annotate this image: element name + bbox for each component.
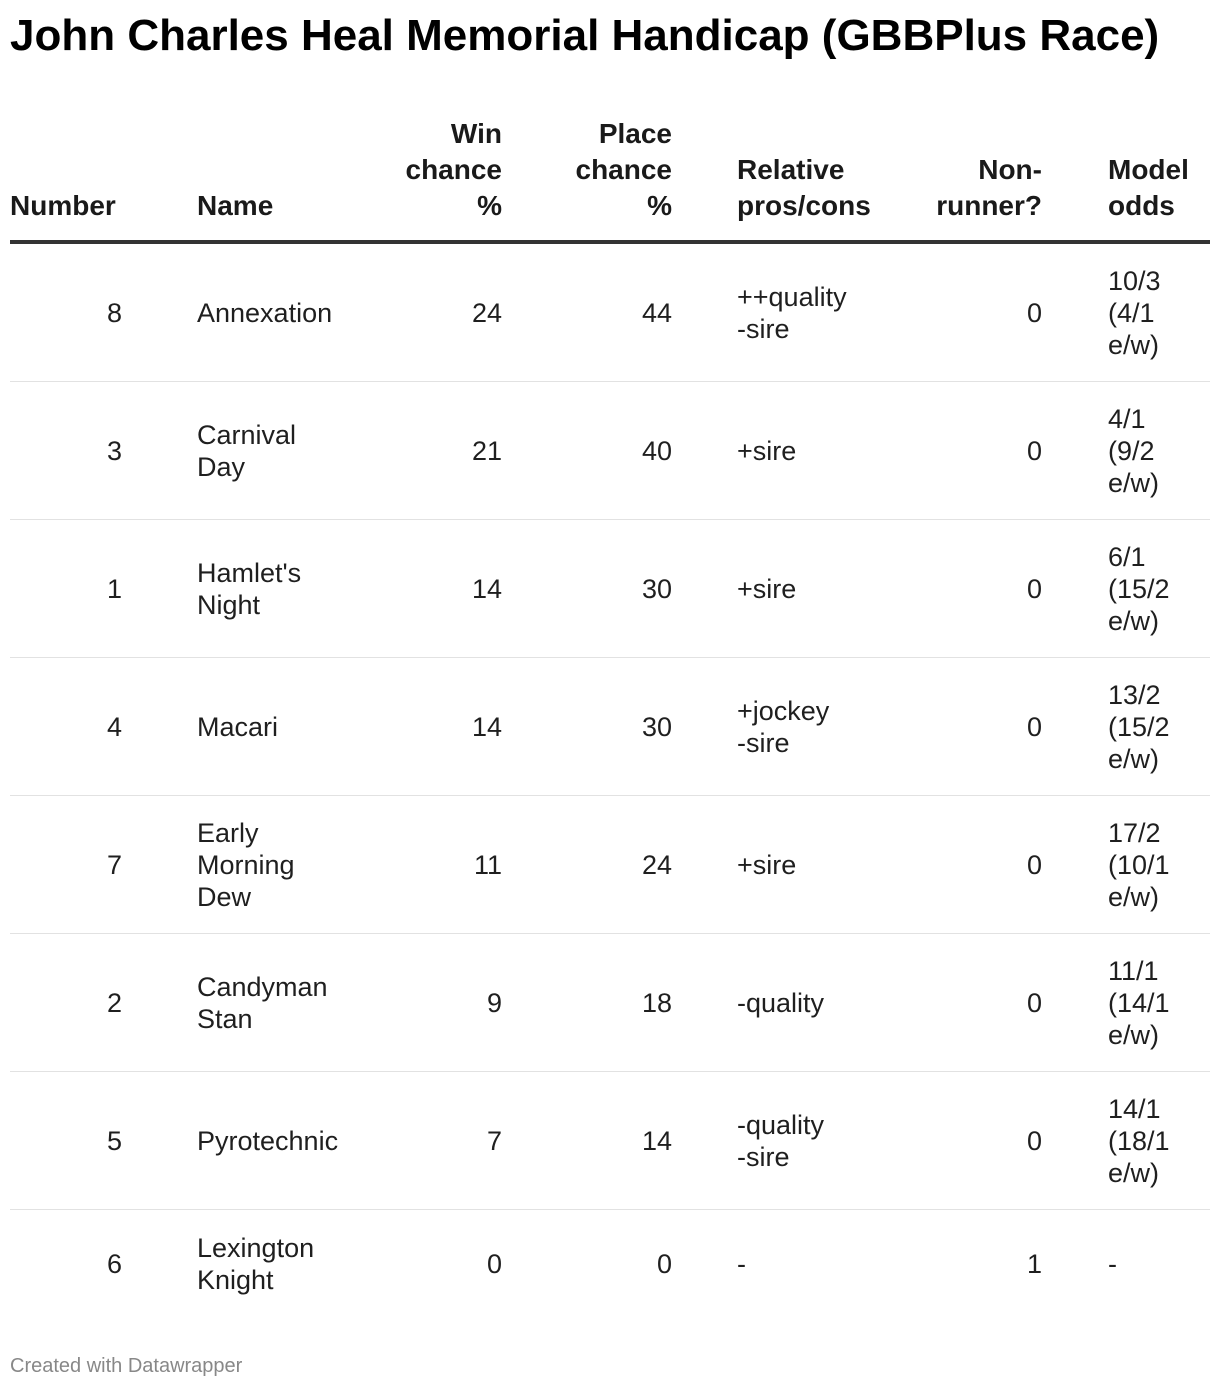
- cell-place-chance: 30: [502, 520, 672, 658]
- column-header-win-chance[interactable]: Win chance %: [346, 112, 502, 242]
- cell-place-chance: 14: [502, 1072, 672, 1210]
- cell-win-chance: 21: [346, 382, 502, 520]
- column-header-pros-cons[interactable]: Relative pros/cons: [672, 112, 902, 242]
- header-row: [10, 112, 1210, 242]
- table-title: John Charles Heal Memorial Handicap (GBBPlus Race): [10, 11, 1160, 60]
- cell-name: Lexington Knight: [197, 1233, 315, 1295]
- cell-win-chance: 7: [346, 1072, 502, 1210]
- cell-number: 1: [10, 520, 186, 658]
- cell-win-chance: 14: [346, 520, 502, 658]
- cell-number: 3: [10, 382, 186, 520]
- cell-name: Annexation: [186, 242, 346, 382]
- table-header: [10, 112, 1210, 242]
- cell-model-odds: 11/1 (14/1 e/w): [1042, 934, 1210, 1072]
- cell-place-chance: 18: [502, 934, 672, 1072]
- datawrapper-credit[interactable]: Created with Datawrapper: [10, 1355, 243, 1377]
- column-header-non-runner[interactable]: Non- runner?: [902, 112, 1042, 242]
- column-header-name[interactable]: Name: [186, 112, 346, 242]
- table-row: [10, 242, 1210, 382]
- cell-win-chance: 24: [346, 242, 502, 382]
- cell-name: Hamlet's Night: [186, 520, 346, 658]
- table-row: [10, 796, 1210, 934]
- cell-pros-cons: -quality: [672, 934, 902, 1072]
- cell-model-odds: 4/1 (9/2 e/w): [1042, 382, 1210, 520]
- cell-number: 5: [10, 1072, 186, 1210]
- table-row: [10, 1072, 1210, 1210]
- table-body: [10, 242, 1210, 1318]
- column-header-model-odds[interactable]: Model odds: [1042, 112, 1210, 242]
- cell-name: Macari: [186, 658, 346, 796]
- cell-name: Early Morning Dew: [186, 796, 346, 934]
- cell-win-chance: 14: [346, 658, 502, 796]
- cell-non-runner: 0: [902, 242, 1042, 382]
- cell-pros-cons: +sire: [672, 520, 902, 658]
- cell-win-chance: 0: [486, 1249, 502, 1279]
- race-table: [10, 112, 1210, 1318]
- cell-pros-cons: ++quality -sire: [672, 242, 902, 382]
- column-header-number[interactable]: Number: [10, 112, 186, 242]
- table-row: [10, 520, 1210, 658]
- cell-non-runner: 0: [902, 796, 1042, 934]
- cell-non-runner: 0: [902, 382, 1042, 520]
- cell-non-runner: 0: [902, 934, 1042, 1072]
- cell-model-odds: 10/3 (4/1 e/w): [1042, 242, 1210, 382]
- cell-name: Pyrotechnic: [186, 1072, 346, 1210]
- cell-number: 4: [10, 658, 186, 796]
- cell-number: 8: [10, 242, 186, 382]
- cell-place-chance: 0: [656, 1249, 672, 1279]
- cell-pros-cons: +jockey -sire: [672, 658, 902, 796]
- column-header-place-chance[interactable]: Place chance %: [502, 112, 672, 242]
- cell-place-chance: 44: [502, 242, 672, 382]
- cell-pros-cons: +sire: [672, 796, 902, 934]
- cell-place-chance: 24: [502, 796, 672, 934]
- cell-model-odds: 17/2 (10/1 e/w): [1042, 796, 1210, 934]
- cell-name: Candyman Stan: [186, 934, 346, 1072]
- table-row: [10, 658, 1210, 796]
- table-row: [10, 934, 1210, 1072]
- cell-model-odds: 6/1 (15/2 e/w): [1042, 520, 1210, 658]
- cell-non-runner: 0: [902, 658, 1042, 796]
- table-row: [10, 382, 1210, 520]
- cell-model-odds: 13/2 (15/2 e/w): [1042, 658, 1210, 796]
- cell-number: 2: [10, 934, 186, 1072]
- cell-place-chance: 30: [502, 658, 672, 796]
- table-row: [10, 1210, 1210, 1319]
- cell-model-odds: 14/1 (18/1 e/w): [1042, 1072, 1210, 1210]
- cell-model-odds: -: [1108, 1249, 1117, 1279]
- cell-win-chance: 9: [346, 934, 502, 1072]
- cell-pros-cons: -: [737, 1249, 746, 1279]
- cell-non-runner: 0: [902, 520, 1042, 658]
- cell-non-runner: 1: [1026, 1249, 1042, 1279]
- cell-pros-cons: -quality -sire: [672, 1072, 902, 1210]
- cell-win-chance: 11: [346, 796, 502, 934]
- cell-pros-cons: +sire: [672, 382, 902, 520]
- cell-non-runner: 0: [902, 1072, 1042, 1210]
- cell-place-chance: 40: [502, 382, 672, 520]
- cell-number: 6: [106, 1249, 122, 1279]
- cell-number: 7: [10, 796, 186, 934]
- cell-name: Carnival Day: [186, 382, 346, 520]
